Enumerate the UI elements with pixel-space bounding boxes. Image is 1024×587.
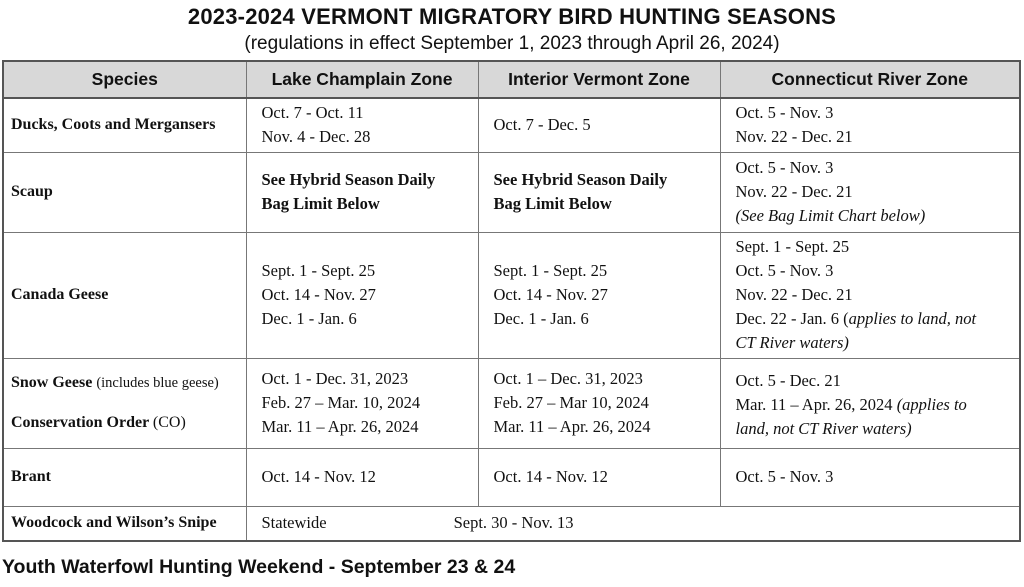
- date-line: Oct. 14 - Nov. 12: [261, 467, 376, 486]
- applies-note-cont: land, not CT River waters): [735, 418, 912, 438]
- lake-champlain-cell: [246, 232, 478, 358]
- species-label: Snow Geese: [11, 374, 93, 391]
- table-row-snow-geese: [3, 358, 1020, 448]
- hybrid-season-note: See Hybrid Season Daily: [261, 170, 436, 189]
- date-line: Oct. 14 - Nov. 27: [261, 285, 376, 304]
- table-row-brant: [3, 448, 1020, 506]
- statewide-dates: Sept. 30 - Nov. 13: [453, 513, 574, 533]
- interior-vermont-cell: [478, 152, 720, 232]
- table-row-canada-geese: [3, 232, 1020, 358]
- seasons-table: [2, 60, 1021, 542]
- date-line: Oct. 5 - Nov. 3: [735, 158, 834, 177]
- date-line: Mar. 11 – Apr. 26, 2024: [261, 417, 419, 436]
- conservation-order-line: [11, 414, 246, 432]
- table-row-ducks: [3, 98, 1020, 152]
- date-text: Dec. 22 - Jan. 6 (: [735, 309, 849, 328]
- column-header-species: Species: [3, 61, 246, 98]
- date-line: Oct. 7 - Dec. 5: [493, 115, 591, 135]
- column-header-connecticut-river: Connecticut River Zone: [720, 61, 1020, 98]
- co-note: (CO): [152, 414, 186, 431]
- table-row-woodcock: [3, 506, 1020, 541]
- species-label: Canada Geese: [11, 286, 109, 303]
- connecticut-river-cell: [720, 98, 1020, 152]
- date-line: Oct. 1 - Dec. 31, 2023: [261, 369, 409, 388]
- species-label: Brant: [11, 468, 51, 485]
- table-header-row: [3, 61, 1020, 98]
- date-line: Oct. 5 - Nov. 3: [735, 261, 834, 280]
- column-header-lake-champlain: Lake Champlain Zone: [246, 61, 478, 98]
- date-line: Sept. 1 - Sept. 25: [493, 261, 608, 280]
- species-label: Woodcock and Wilson’s Snipe: [11, 514, 217, 532]
- connecticut-river-cell: [720, 232, 1020, 358]
- date-line: Feb. 27 – Mar 10, 2024: [493, 393, 649, 412]
- date-line: Sept. 1 - Sept. 25: [261, 261, 376, 280]
- hybrid-season-note: See Hybrid Season Daily: [493, 170, 668, 189]
- connecticut-river-cell: [720, 448, 1020, 506]
- statewide-label: Statewide: [261, 513, 327, 533]
- interior-vermont-cell: [478, 232, 720, 358]
- date-line-with-note: [736, 307, 1020, 331]
- date-line: Nov. 22 - Dec. 21: [735, 285, 853, 304]
- species-label: Scaup: [11, 183, 53, 200]
- page-subtitle: (regulations in effect September 1, 2023 through April 26, 2024): [244, 33, 780, 54]
- connecticut-river-cell: [720, 152, 1020, 232]
- date-line: Oct. 14 - Nov. 12: [493, 467, 608, 486]
- interior-vermont-cell: [478, 448, 720, 506]
- species-cell: [3, 506, 246, 541]
- lake-champlain-cell: [246, 152, 478, 232]
- column-header-interior-vermont: Interior Vermont Zone: [478, 61, 720, 98]
- snow-geese-line: [11, 374, 246, 392]
- date-line: Oct. 5 - Nov. 3: [735, 467, 834, 486]
- date-line: Mar. 11 – Apr. 26, 2024: [493, 417, 651, 436]
- date-text: Mar. 11 – Apr. 26, 2024: [735, 394, 897, 414]
- species-label: Ducks, Coots and Mergansers: [11, 116, 216, 134]
- connecticut-river-cell: [720, 358, 1020, 448]
- date-line: Oct. 5 - Dec. 21: [735, 370, 841, 390]
- statewide-cell: [246, 506, 1020, 541]
- date-line: Oct. 1 – Dec. 31, 2023: [493, 369, 643, 388]
- table-row-scaup: [3, 152, 1020, 232]
- lake-champlain-cell: [246, 358, 478, 448]
- date-line: Oct. 7 - Oct. 11: [261, 103, 364, 123]
- page-title: 2023-2024 VERMONT MIGRATORY BIRD HUNTING SEASONS: [187, 4, 837, 29]
- co-label: Conservation Order: [11, 414, 149, 431]
- date-line: Oct. 14 - Nov. 27: [493, 285, 608, 304]
- date-line: Nov. 22 - Dec. 21: [735, 127, 853, 147]
- date-line: Oct. 5 - Nov. 3: [735, 103, 834, 123]
- hybrid-season-note: Bag Limit Below: [493, 194, 612, 213]
- bag-limit-note: (See Bag Limit Chart below): [735, 206, 926, 225]
- species-cell: [3, 448, 246, 506]
- hybrid-season-note: Bag Limit Below: [261, 194, 380, 213]
- species-cell: [3, 358, 246, 448]
- interior-vermont-cell: [478, 98, 720, 152]
- species-cell: [3, 232, 246, 358]
- date-line: Feb. 27 – Mar. 10, 2024: [261, 393, 421, 412]
- lake-champlain-cell: [246, 448, 478, 506]
- lake-champlain-cell: [246, 98, 478, 152]
- applies-note: (applies to: [896, 394, 967, 414]
- applies-note: applies to land, not: [848, 309, 977, 328]
- species-note: (includes blue geese): [96, 375, 219, 391]
- youth-weekend-note: Youth Waterfowl Hunting Weekend - September 23 & 24: [2, 556, 516, 578]
- date-line: Nov. 4 - Dec. 28: [261, 127, 371, 147]
- date-line: Dec. 1 - Jan. 6: [261, 309, 357, 328]
- interior-vermont-cell: [478, 358, 720, 448]
- date-line-with-note: [736, 393, 1020, 417]
- applies-note-cont: CT River waters): [735, 333, 849, 352]
- species-cell: [3, 152, 246, 232]
- date-line: Nov. 22 - Dec. 21: [735, 182, 853, 201]
- date-line: Dec. 1 - Jan. 6: [493, 309, 589, 328]
- species-cell: [3, 98, 246, 152]
- date-line: Sept. 1 - Sept. 25: [735, 237, 850, 256]
